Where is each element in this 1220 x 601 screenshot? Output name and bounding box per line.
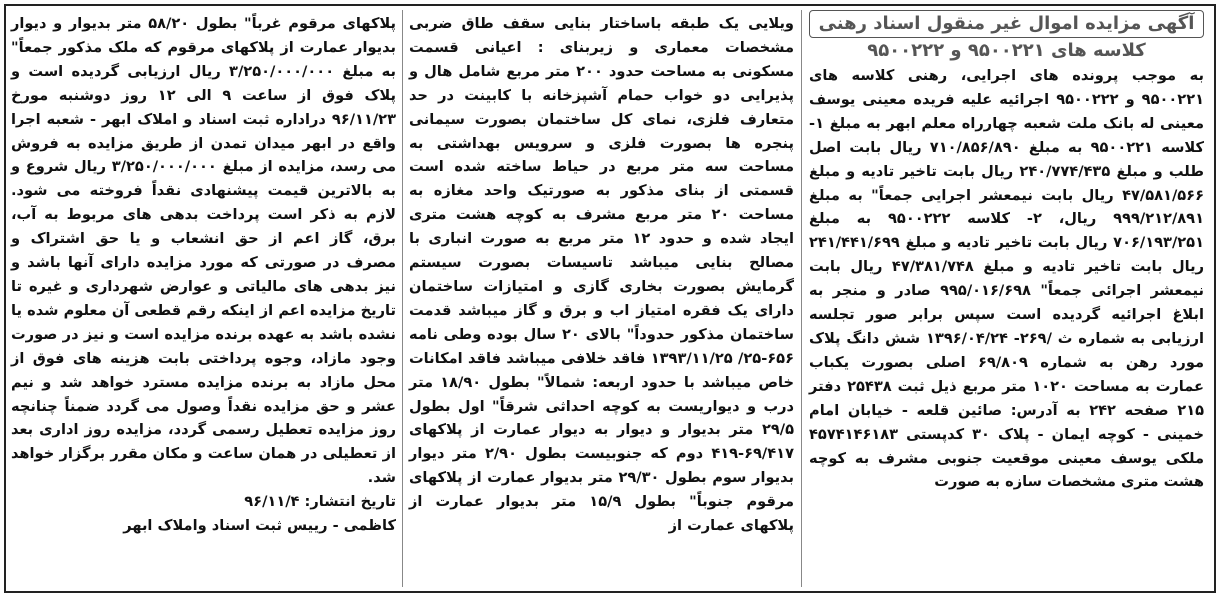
column-3-text: پلاکهای مرقوم غرباً" بطول ۵۸/۲۰ متر بدیوار و دیوار بدیوار عمارت از پلاکهای مرقوم که ملک مذکور جمعاً" به مبلغ ۳/۲۵۰/۰۰۰/۰۰۰ ریال ارزیابی گردیده است و پلاک فوق از ساعت ۹ الی ۱۲ روز دوشنبه مورخ ۹۶/۱۱/۲۳ دراداره ثبت اسناد و املاک ابهر - شعبه اجرا واقع در ابهر میدان تمدن از طریق مزایده به فروش می رسد، مزایده از مبلغ ۳/۲۵۰/۰۰۰/۰۰۰ ریال شروع و به بالاترین قیمت پیشنهادی نقداً فروخته می شود. لازم به ذکر است پرداخت بدهی های مربوط به آب، برق، گاز اعم از حق انشعاب و یا حق اشتراک و مصرف در صورتی که مورد مزایده دارای آنها باشد و نیز بدهی های مالیاتی و عوارض شهرداری و غیره تا تاریخ مزایده اعم از اینکه رقم قطعی آن معلوم شده یا نشده باشد به عهده برنده مزایده است و نیز در صورت وجود مازاد، وجوه پرداختی بابت هزینه های فوق از محل مازاد به برنده مزایده مسترد خواهد شد و نیم عشر و حق مزایده نقداً وصول می گردد ضمناً چنانچه روز مزایده تعطیل رسمی گردد، مزایده روز اداری بعد از تعطیلی در همان ساعت و مکان مقرر برگزار خواهد شد.	[11, 15, 396, 487]
column-divider	[801, 10, 802, 587]
signature: کاظمی - رییس ثبت اسناد واملاک ابهر	[123, 517, 396, 535]
notice-column-2	[409, 12, 794, 585]
notice-subtitle: کلاسه های ۹۵۰۰۲۲۱ و ۹۵۰۰۲۲۲	[867, 40, 1146, 61]
column-2-text: ویلایی یک طبقه باساختار بنایی سقف طاق ضربی مشخصات معماری و زیربنای : اعیانی قسمت مسکونی به مساحت حدود ۲۰۰ متر مربع شامل هال و پذیرایی دو خواب حمام آشپزخانه با کابینت در حد متعارف فلزی، نمای کل ساختمان بصورت سیمانی پنجره ها بصورت فلزی و سرویس بهداشتی به مساحت سه متر مربع در حیاط ساخته شده است قسمتی از بنای مذکور به صورتیک واحد مغازه به مساحت ۲۰ متر مربع مشرف به کوچه هشت متری ایجاد شده و حدود ۱۲ متر مربع به صورت انباری با مصالح بنایی میباشد تاسیسات بصورت سیستم گرمایش بصورت بخاری گازی و امتیازات ساختمان دارای یک فقره امتیاز اب و برق و گاز میباشد قدمت ساختمان مذکور حدوداً" بالای ۲۰ سال بوده وطی نامه ۶۵۶-۲۵/ ۱۳۹۳/۱۱/۲۵ فاقد خلافی میباشد فاقد امکانات خاص میباشد با حدود اربعه: شمالاً" بطول ۱۸/۹۰ متر درب و دیواریست به کوچه احداثی شرقاً" اول بطول ۲۹/۵ متر بدیوار و دیوار به دیوار عمارت از پلاکهای ۶۹/۴۱۷-۴۱۹ دوم که جنوبیست بطول ۲/۹۰ متر دیوار بدیوار سوم بطول ۲۹/۳۰ متر بدیوار عمارت از پلاکهای مرقوم جنوباً" بطول ۱۵/۹ متر بدیوار عمارت از پلاکهای عمارت از	[409, 15, 795, 535]
column-1-text: به موجب پرونده های اجرایی، رهنی کلاسه های ۹۵۰۰۲۲۱ و ۹۵۰۰۲۲۲ اجرائیه علیه فریده معینی یوسف معینی له بانک ملت شعبه چهارراه معلم ابهر به مبلغ ۱- کلاسه ۹۵۰۰۲۲۱ به مبلغ ۷۱۰/۸۵۶/۸۹۰ ریال بابت اصل طلب و مبلغ ۲۴۰/۷۷۴/۴۳۵ ریال بابت تاخیر تادیه و مبلغ ۴۷/۵۸۱/۵۶۶ ریال بابت نیمعشر اجرایی جمعاً" به مبلغ ۹۹۹/۲۱۲/۸۹۱ ریال، ۲- کلاسه ۹۵۰۰۲۲۲ به مبلغ ۷۰۶/۱۹۳/۲۵۱ ریال بابت تاخیر تادیه و مبلغ ۲۴۱/۴۴۱/۶۹۹ ریال بابت تاخیر تادیه و مبلغ ۴۷/۳۸۱/۷۴۸ ریال بابت نیمعشر اجرائی جمعاً" ۹۹۵/۰۱۶/۶۹۸ صادر و منجر به ابلاغ اجرائیه گردیده است سپس برابر صور تجلسه ارزیابی به شماره ث /۲۶۹- ۱۳۹۶/۰۴/۲۴ شش دانگ پلاک مورد رهن به شماره ۶۹/۸۰۹ اصلی بصورت یکباب عمارت به مساحت ۱۰۲۰ متر مربع ذیل ثبت ۲۵۴۳۸ دفتر ۲۱۵ صفحه ۲۴۲ به آدرس: صائین قلعه - خیابان امام خمینی - کوچه ایمان - پلاک ۳۰ کدپستی ۴۵۷۴۱۴۶۱۸۳ ملکی یوسف معینی موقعیت جنوبی مشرف به کوچه هشت متری مشخصات سازه به صورت	[809, 67, 1205, 491]
column-divider	[402, 10, 403, 587]
notice-column-1	[809, 64, 1204, 585]
auction-notice	[4, 4, 1216, 593]
publish-date: تاریخ انتشار: ۹۶/۱۱/۴	[244, 493, 396, 511]
notice-column-3	[11, 12, 396, 585]
notice-title: آگهی مزایده اموال غیر منقول اسناد رهنی	[809, 10, 1204, 38]
notice-header	[809, 10, 1204, 64]
